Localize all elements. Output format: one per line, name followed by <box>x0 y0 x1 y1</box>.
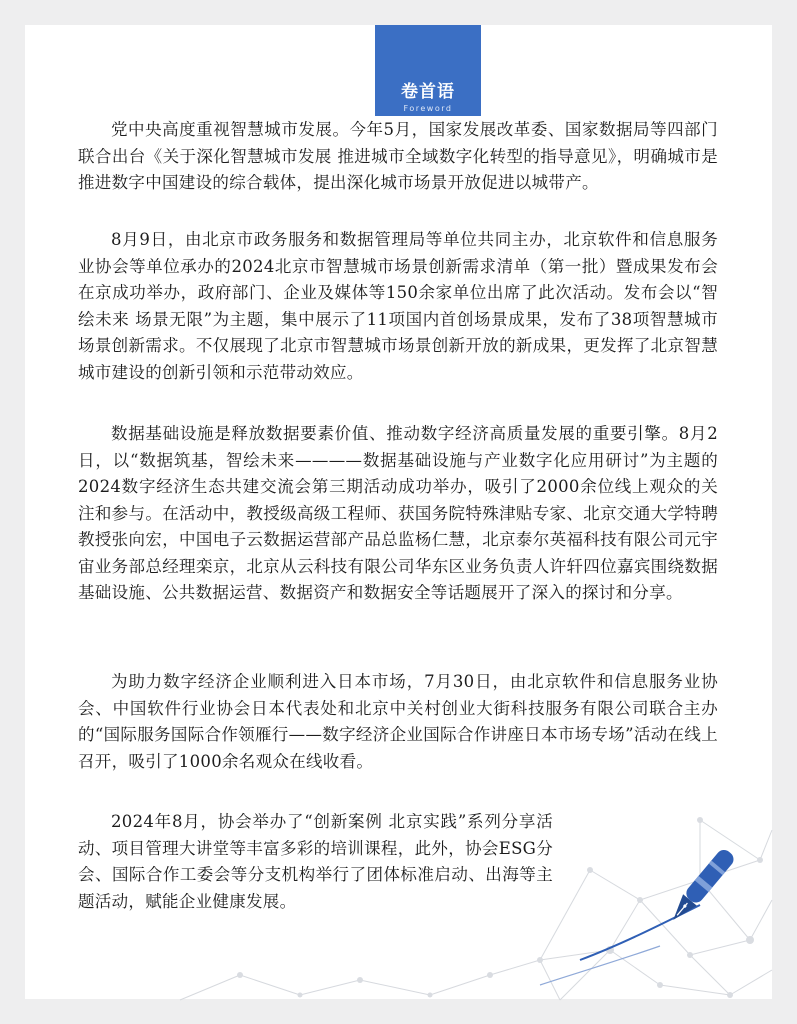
paragraph-1: 党中央高度重视智慧城市发展。今年5月，国家发展改革委、国家数据局等四部门联合出台《关于深化智慧城市发展 推进城市全域数字化转型的指导意见》，明确城市是推进数字中国建设的综合载体，提出深化城市场景开放促进以城带产。 <box>78 120 718 192</box>
section-title: 卷首语 <box>401 82 455 102</box>
paragraph-4: 为助力数字经济企业顺利进入日本市场，7月30日，由北京软件和信息服务业协会、中国软件行业协会日本代表处和北京中关村创业大街科技服务有限公司联合主办的“国际服务国际合作领雁行——数字经济企业国际合作讲座日本市场专场”活动在线上召开，吸引了1000余名观众在线收看。 <box>78 672 718 771</box>
section-header-tab <box>375 25 481 116</box>
paragraph-2: 8月9日，由北京市政务服务和数据管理局等单位共同主办，北京软件和信息服务业协会等单位承办的2024北京市智慧城市场景创新需求清单（第一批）暨成果发布会在京成功举办，政府部门、企业及媒体等150余家单位出席了此次活动。发布会以“智绘未来 场景无限”为主题，集中展示了11项国内首创场景成果，发布了38项智慧城市场景创新需求。不仅展现了北京市智慧城市场景创新开放的新成果，更发挥了北京智慧城市建设的创新引领和示范带动效应。 <box>78 230 718 382</box>
paragraph-5: 2024年8月，协会举办了“创新案例 北京实践”系列分享活动、项目管理大讲堂等丰富多彩的培训课程，此外，协会ESG分会、国际合作工委会等分支机构举行了团体标准启动、出海等主题活动，赋能企业健康发展。 <box>78 812 553 911</box>
section-subtitle: Foreword <box>403 104 453 113</box>
paragraph-3: 数据基础设施是释放数据要素价值、推动数字经济高质量发展的重要引擎。8月2日，以“数据筑基，智绘未来————数据基础设施与产业数字化应用研讨”为主题的2024数字经济生态共建交流会第三期活动成功举办，吸引了2000余位线上观众的关注和参与。在活动中，教授级高级工程师、获国务院特殊津贴专家、北京交通大学特聘教授张向宏，中国电子云数据运营部产品总监杨仁慧，北京泰尔英福科技有限公司元宇宙业务部总经理栾京，北京从云科技有限公司华东区业务负责人许轩四位嘉宾围绕数据基础设施、公共数据运营、数据资产和数据安全等话题展开了深入的探讨和分享。 <box>78 424 718 602</box>
